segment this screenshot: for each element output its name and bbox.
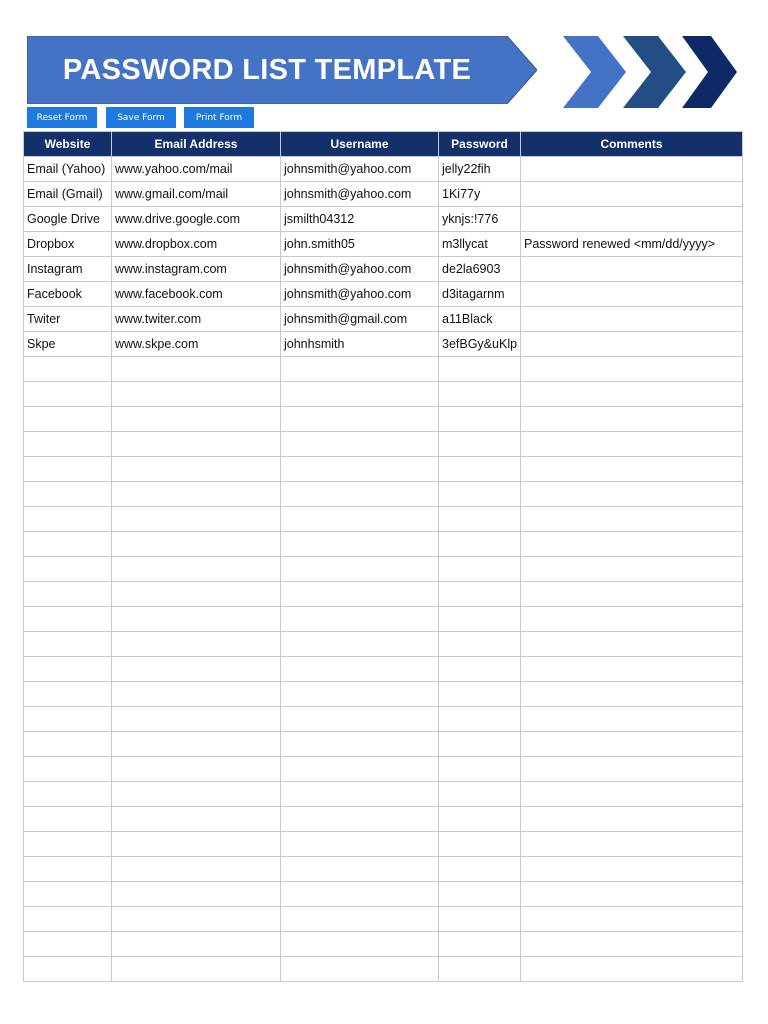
email-address-cell[interactable]: www.dropbox.com <box>112 232 281 257</box>
password-cell[interactable]: a11Black <box>439 307 521 332</box>
username-cell[interactable]: john.smith05 <box>281 232 439 257</box>
website-cell[interactable] <box>24 407 112 432</box>
comments-cell[interactable] <box>521 257 743 282</box>
password-cell[interactable] <box>439 907 521 932</box>
empty-table-row <box>24 657 743 682</box>
website-cell[interactable]: Google Drive <box>24 207 112 232</box>
comments-cell[interactable] <box>521 957 743 982</box>
comments-cell[interactable] <box>521 332 743 357</box>
website-cell[interactable] <box>24 857 112 882</box>
email-address-cell[interactable] <box>112 607 281 632</box>
username-cell[interactable] <box>281 407 439 432</box>
password-cell[interactable] <box>439 357 521 382</box>
email-address-cell[interactable] <box>112 382 281 407</box>
chevron-arrows <box>563 36 738 108</box>
email-address-cell[interactable] <box>112 882 281 907</box>
password-cell[interactable] <box>439 832 521 857</box>
empty-table-row <box>24 357 743 382</box>
chevron-right-icon <box>563 36 626 108</box>
password-cell[interactable] <box>439 457 521 482</box>
email-address-cell[interactable] <box>112 707 281 732</box>
website-cell[interactable]: Instagram <box>24 257 112 282</box>
table-row <box>24 257 743 282</box>
username-cell[interactable] <box>281 807 439 832</box>
comments-cell[interactable] <box>521 582 743 607</box>
empty-table-row <box>24 957 743 982</box>
password-cell[interactable] <box>439 532 521 557</box>
comments-cell[interactable] <box>521 782 743 807</box>
comments-cell[interactable] <box>521 207 743 232</box>
website-cell[interactable] <box>24 732 112 757</box>
table-header-row <box>24 132 743 157</box>
website-cell[interactable] <box>24 357 112 382</box>
empty-table-row <box>24 782 743 807</box>
empty-table-row <box>24 882 743 907</box>
username-cell[interactable] <box>281 482 439 507</box>
empty-table-row <box>24 457 743 482</box>
email-address-cell[interactable] <box>112 932 281 957</box>
column-header-username: Username <box>281 132 439 157</box>
comments-cell[interactable] <box>521 607 743 632</box>
username-cell[interactable] <box>281 707 439 732</box>
comments-cell[interactable]: Password renewed <mm/dd/yyyy> <box>521 232 743 257</box>
password-cell[interactable] <box>439 807 521 832</box>
comments-cell[interactable] <box>521 832 743 857</box>
email-address-cell[interactable] <box>112 482 281 507</box>
website-cell[interactable]: Email (Gmail) <box>24 182 112 207</box>
password-cell[interactable] <box>439 757 521 782</box>
comments-cell[interactable] <box>521 282 743 307</box>
username-cell[interactable] <box>281 782 439 807</box>
username-cell[interactable] <box>281 857 439 882</box>
email-address-cell[interactable]: www.gmail.com/mail <box>112 182 281 207</box>
table-row <box>24 232 743 257</box>
comments-cell[interactable] <box>521 632 743 657</box>
empty-table-row <box>24 607 743 632</box>
comments-cell[interactable] <box>521 882 743 907</box>
password-cell[interactable] <box>439 432 521 457</box>
password-cell[interactable]: yknjs:!776 <box>439 207 521 232</box>
password-cell[interactable] <box>439 482 521 507</box>
comments-cell[interactable] <box>521 682 743 707</box>
comments-cell[interactable] <box>521 857 743 882</box>
empty-table-row <box>24 732 743 757</box>
comments-cell[interactable] <box>521 457 743 482</box>
website-cell[interactable] <box>24 582 112 607</box>
email-address-cell[interactable] <box>112 582 281 607</box>
empty-table-row <box>24 682 743 707</box>
password-cell[interactable] <box>439 507 521 532</box>
username-cell[interactable]: johnsmith@yahoo.com <box>281 157 439 182</box>
website-cell[interactable] <box>24 482 112 507</box>
email-address-cell[interactable] <box>112 757 281 782</box>
password-cell[interactable] <box>439 607 521 632</box>
email-address-cell[interactable] <box>112 832 281 857</box>
email-address-cell[interactable] <box>112 507 281 532</box>
email-address-cell[interactable] <box>112 632 281 657</box>
comments-cell[interactable] <box>521 932 743 957</box>
comments-cell[interactable] <box>521 907 743 932</box>
empty-table-row <box>24 382 743 407</box>
website-cell[interactable] <box>24 382 112 407</box>
username-cell[interactable] <box>281 382 439 407</box>
username-cell[interactable] <box>281 757 439 782</box>
website-cell[interactable] <box>24 782 112 807</box>
empty-table-row <box>24 632 743 657</box>
username-cell[interactable]: johnsmith@yahoo.com <box>281 182 439 207</box>
username-cell[interactable] <box>281 507 439 532</box>
column-header-email-address: Email Address <box>112 132 281 157</box>
website-cell[interactable] <box>24 757 112 782</box>
website-cell[interactable] <box>24 432 112 457</box>
email-address-cell[interactable] <box>112 682 281 707</box>
password-cell[interactable] <box>439 657 521 682</box>
username-cell[interactable]: jsmilth04312 <box>281 207 439 232</box>
table-body <box>24 157 743 982</box>
email-address-cell[interactable] <box>112 907 281 932</box>
email-address-cell[interactable]: www.twiter.com <box>112 307 281 332</box>
empty-table-row <box>24 757 743 782</box>
password-cell[interactable] <box>439 382 521 407</box>
website-cell[interactable] <box>24 532 112 557</box>
website-cell[interactable]: Twiter <box>24 307 112 332</box>
comments-cell[interactable] <box>521 757 743 782</box>
password-cell[interactable] <box>439 582 521 607</box>
page-title: PASSWORD LIST TEMPLATE <box>62 53 472 86</box>
comments-cell[interactable] <box>521 307 743 332</box>
comments-cell[interactable] <box>521 432 743 457</box>
empty-table-row <box>24 707 743 732</box>
email-address-cell[interactable] <box>112 782 281 807</box>
website-cell[interactable] <box>24 457 112 482</box>
username-cell[interactable] <box>281 732 439 757</box>
username-cell[interactable] <box>281 832 439 857</box>
empty-table-row <box>24 807 743 832</box>
username-cell[interactable] <box>281 557 439 582</box>
comments-cell[interactable] <box>521 407 743 432</box>
empty-table-row <box>24 507 743 532</box>
empty-table-row <box>24 932 743 957</box>
password-cell[interactable]: de2la6903 <box>439 257 521 282</box>
username-cell[interactable] <box>281 582 439 607</box>
website-cell[interactable] <box>24 907 112 932</box>
print-form-button[interactable]: Print Form <box>184 107 254 128</box>
website-cell[interactable] <box>24 657 112 682</box>
website-cell[interactable] <box>24 807 112 832</box>
email-address-cell[interactable] <box>112 807 281 832</box>
username-cell[interactable] <box>281 457 439 482</box>
username-cell[interactable] <box>281 907 439 932</box>
table-row <box>24 282 743 307</box>
email-address-cell[interactable] <box>112 557 281 582</box>
empty-table-row <box>24 582 743 607</box>
empty-table-row <box>24 557 743 582</box>
username-cell[interactable]: johnhsmith <box>281 332 439 357</box>
comments-cell[interactable] <box>521 557 743 582</box>
password-cell[interactable] <box>439 632 521 657</box>
website-cell[interactable]: Skpe <box>24 332 112 357</box>
empty-table-row <box>24 857 743 882</box>
empty-table-row <box>24 532 743 557</box>
username-cell[interactable] <box>281 607 439 632</box>
password-cell[interactable] <box>439 957 521 982</box>
empty-table-row <box>24 432 743 457</box>
empty-table-row <box>24 407 743 432</box>
comments-cell[interactable] <box>521 382 743 407</box>
password-cell[interactable] <box>439 782 521 807</box>
table-row <box>24 157 743 182</box>
comments-cell[interactable] <box>521 657 743 682</box>
username-cell[interactable]: johnsmith@yahoo.com <box>281 282 439 307</box>
save-form-button[interactable]: Save Form <box>106 107 176 128</box>
website-cell[interactable] <box>24 882 112 907</box>
comments-cell[interactable] <box>521 732 743 757</box>
email-address-cell[interactable] <box>112 357 281 382</box>
website-cell[interactable] <box>24 557 112 582</box>
username-cell[interactable] <box>281 632 439 657</box>
password-cell[interactable]: 1Ki77y <box>439 182 521 207</box>
username-cell[interactable]: johnsmith@yahoo.com <box>281 257 439 282</box>
chevron-right-icon <box>623 36 686 108</box>
password-cell[interactable] <box>439 557 521 582</box>
comments-cell[interactable] <box>521 507 743 532</box>
table-row <box>24 332 743 357</box>
username-cell[interactable] <box>281 682 439 707</box>
username-cell[interactable] <box>281 882 439 907</box>
table-row <box>24 182 743 207</box>
password-cell[interactable]: jelly22fih <box>439 157 521 182</box>
email-address-cell[interactable]: www.drive.google.com <box>112 207 281 232</box>
username-cell[interactable] <box>281 657 439 682</box>
website-cell[interactable] <box>24 507 112 532</box>
comments-cell[interactable] <box>521 157 743 182</box>
email-address-cell[interactable] <box>112 407 281 432</box>
empty-table-row <box>24 482 743 507</box>
column-header-comments: Comments <box>521 132 743 157</box>
email-address-cell[interactable] <box>112 657 281 682</box>
comments-cell[interactable] <box>521 482 743 507</box>
password-cell[interactable] <box>439 707 521 732</box>
comments-cell[interactable] <box>521 182 743 207</box>
email-address-cell[interactable]: www.yahoo.com/mail <box>112 157 281 182</box>
reset-form-button[interactable]: Reset Form <box>27 107 97 128</box>
website-cell[interactable]: Email (Yahoo) <box>24 157 112 182</box>
password-table <box>23 131 743 982</box>
password-cell[interactable] <box>439 407 521 432</box>
username-cell[interactable] <box>281 932 439 957</box>
comments-cell[interactable] <box>521 357 743 382</box>
username-cell[interactable] <box>281 532 439 557</box>
comments-cell[interactable] <box>521 532 743 557</box>
empty-table-row <box>24 832 743 857</box>
email-address-cell[interactable]: www.facebook.com <box>112 282 281 307</box>
website-cell[interactable] <box>24 957 112 982</box>
password-cell[interactable]: 3efBGy&uKlp <box>439 332 521 357</box>
password-cell[interactable] <box>439 882 521 907</box>
username-cell[interactable] <box>281 957 439 982</box>
website-cell[interactable] <box>24 682 112 707</box>
website-cell[interactable]: Facebook <box>24 282 112 307</box>
email-address-cell[interactable] <box>112 432 281 457</box>
comments-cell[interactable] <box>521 707 743 732</box>
column-header-password: Password <box>439 132 521 157</box>
website-cell[interactable]: Dropbox <box>24 232 112 257</box>
password-cell[interactable] <box>439 682 521 707</box>
password-cell[interactable]: d3itagarnm <box>439 282 521 307</box>
website-cell[interactable] <box>24 832 112 857</box>
username-cell[interactable] <box>281 432 439 457</box>
empty-table-row <box>24 907 743 932</box>
email-address-cell[interactable]: www.skpe.com <box>112 332 281 357</box>
website-cell[interactable] <box>24 632 112 657</box>
website-cell[interactable] <box>24 707 112 732</box>
email-address-cell[interactable] <box>112 732 281 757</box>
title-banner <box>27 36 507 104</box>
password-cell[interactable]: m3llycat <box>439 232 521 257</box>
username-cell[interactable] <box>281 357 439 382</box>
email-address-cell[interactable] <box>112 457 281 482</box>
password-cell[interactable] <box>439 857 521 882</box>
website-cell[interactable] <box>24 932 112 957</box>
email-address-cell[interactable] <box>112 857 281 882</box>
column-header-website: Website <box>24 132 112 157</box>
email-address-cell[interactable] <box>112 957 281 982</box>
password-cell[interactable] <box>439 732 521 757</box>
email-address-cell[interactable]: www.instagram.com <box>112 257 281 282</box>
username-cell[interactable]: johnsmith@gmail.com <box>281 307 439 332</box>
table-row <box>24 307 743 332</box>
chevron-right-icon <box>682 36 737 108</box>
website-cell[interactable] <box>24 607 112 632</box>
email-address-cell[interactable] <box>112 532 281 557</box>
comments-cell[interactable] <box>521 807 743 832</box>
table-row <box>24 207 743 232</box>
password-table-container <box>23 131 743 982</box>
password-cell[interactable] <box>439 932 521 957</box>
